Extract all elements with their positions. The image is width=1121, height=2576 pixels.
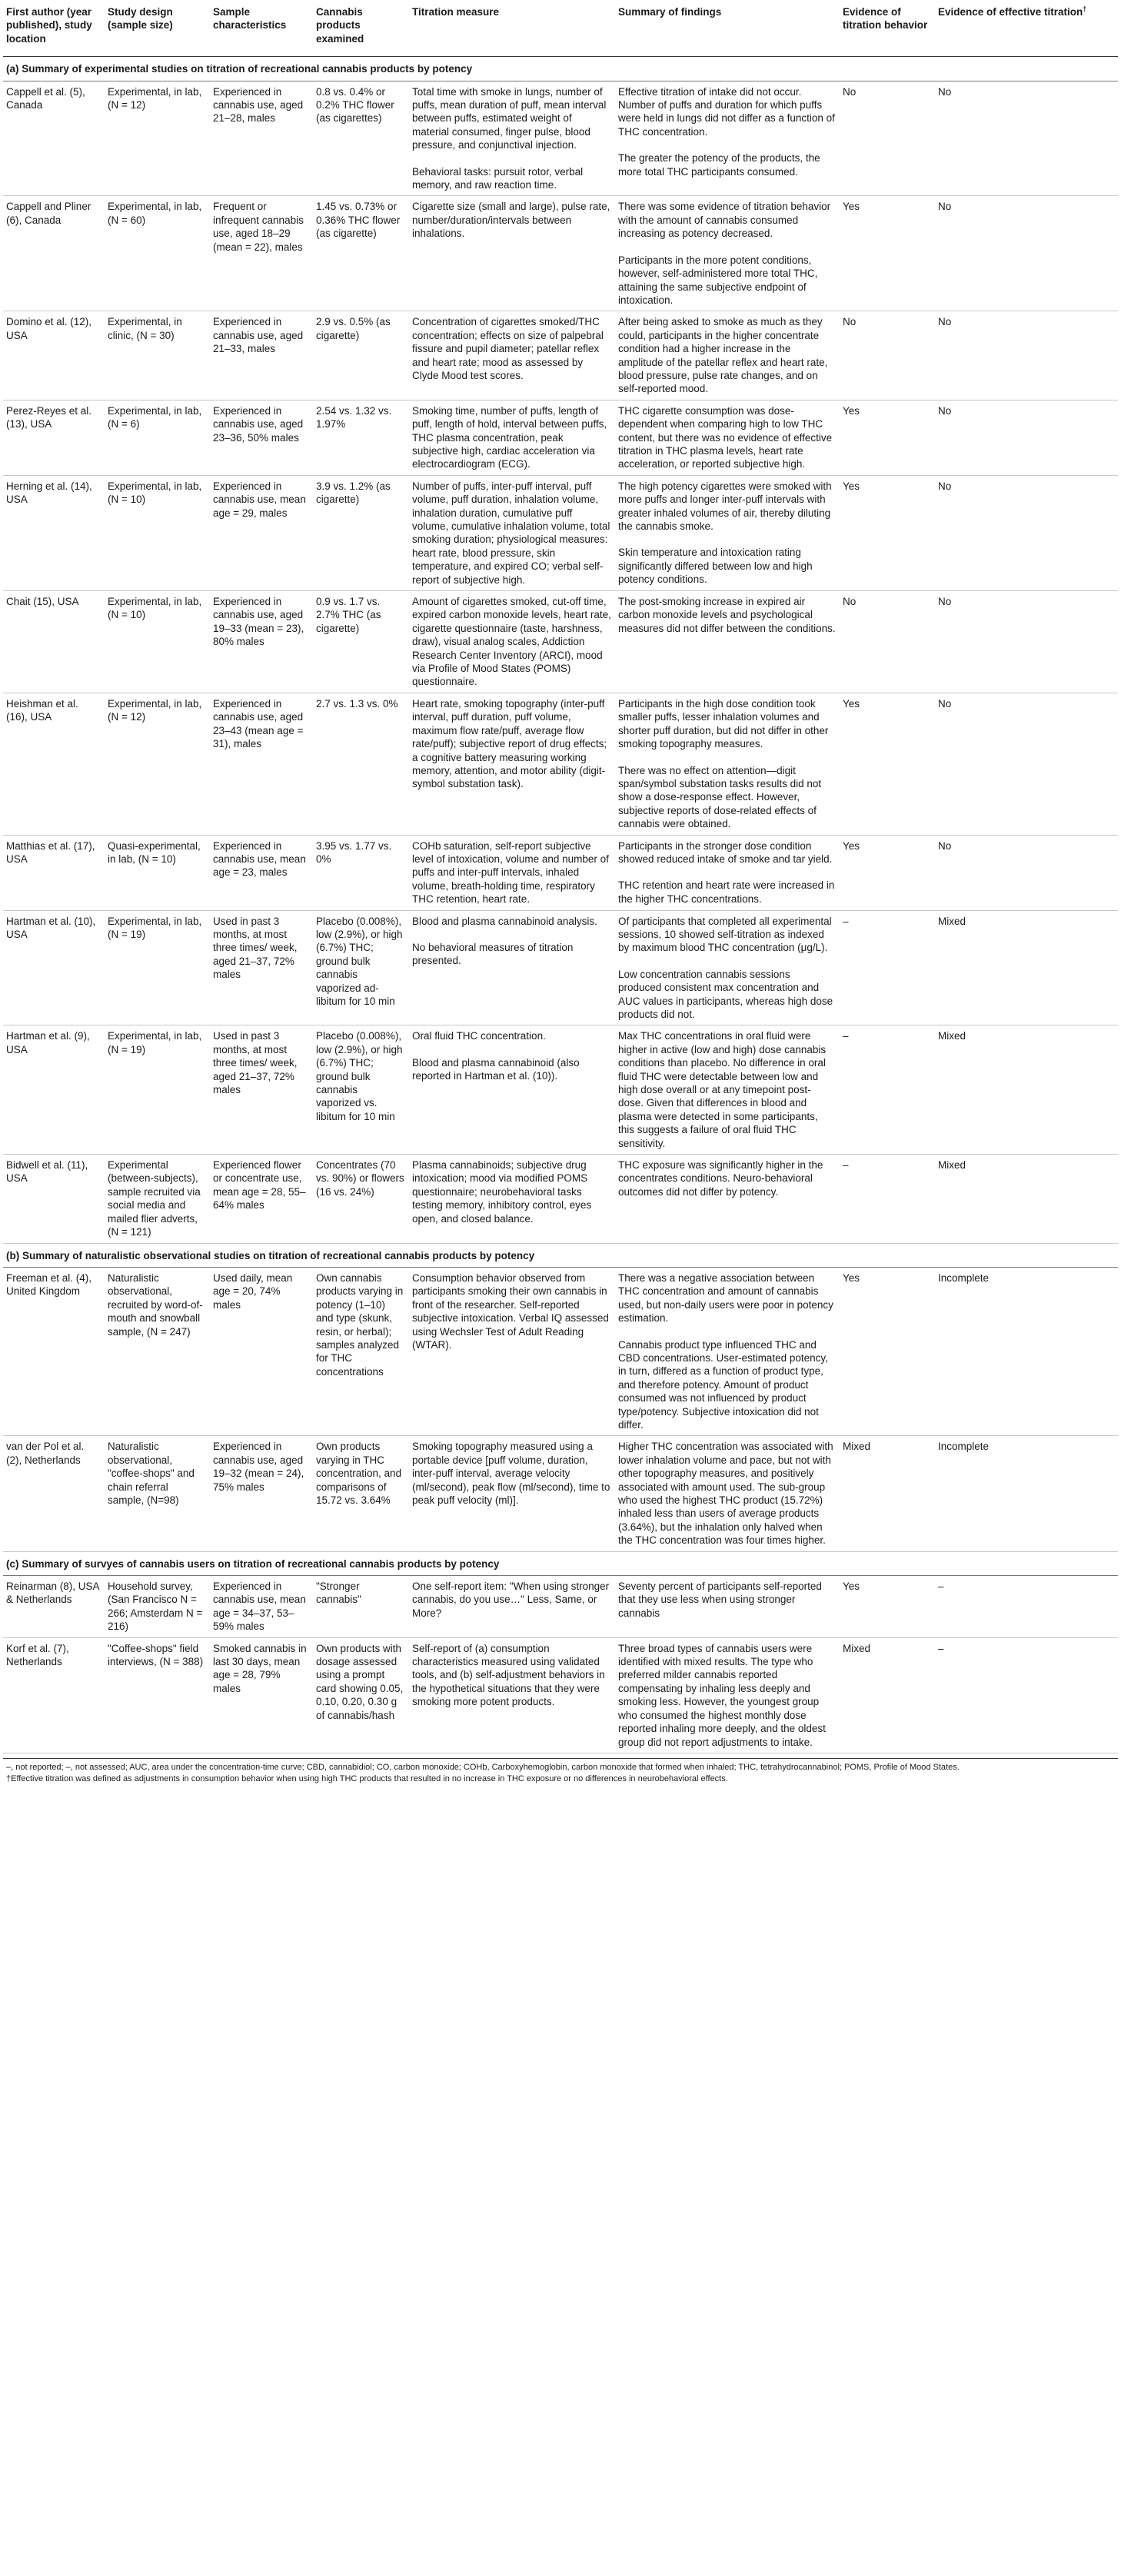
section-header [3,1551,1118,1575]
measure-paragraph: Concentration of cigarettes smoked/THC concentration; effects on size of palpebral fissure and pupil diameter; patellar reflex and heart rate; mood as assessed by Clyde Mood test scores. [412,316,604,381]
products-cell: Own cannabis products varying in potency (1–10) and type (skunk, resin, or herbal); samples analyzed for THC concentrations [313,1267,409,1435]
findings-paragraph: Max THC concentrations in oral fluid were higher in active (low and high) dose cannabis conditions than placebo. No difference in oral fluid THC were detectable between low and high dose overall or at any timepoint post-dose. Given that differences in blood and plasma were detected in some participants, this suggests a failure of oral fluid THC sensitivity. [618,1030,827,1149]
effective-cell: – [935,1637,1118,1753]
behavior-cell: No [840,81,935,196]
section-title: (c) Summary of survyes of cannabis users on titration of recreational cannabis products by potency [3,1551,1118,1575]
sample-cell: Experienced in cannabis use, aged 23–36, 50% males [210,400,313,475]
behavior-cell: Yes [840,1576,935,1638]
design-cell: "Coffee-shops" field interviews, (N = 388) [105,1637,210,1753]
effective-cell: Incomplete [935,1436,1118,1551]
effective-cell: No [935,81,1118,196]
header-findings: Summary of findings [615,0,840,57]
measure-cell [409,1637,615,1753]
measure-paragraph: One self-report item: "When using stronger cannabis, do you use…" Less, Same, or More? [412,1581,610,1619]
author-cell: Heishman et al. (16), USA [3,693,105,835]
products-cell: 2.7 vs. 1.3 vs. 0% [313,693,409,835]
effective-cell: No [935,591,1118,693]
findings-paragraph: Of participants that completed all experimental sessions, 10 showed self-titration as indexed by maximum blood THC concentration (μg/L). [618,915,832,954]
header-effective-label: Evidence of effective titration [938,6,1083,18]
design-cell: Quasi-experimental, in lab, (N = 10) [105,835,210,910]
findings-paragraph: After being asked to smoke as much as they could, participants in the higher concentrate condition had a higher increase in the amplitude of the patellar reflex and heart rate, blood pressure, pulse rate changes, and on self-reported mood. [618,316,828,395]
table-row [3,1436,1118,1551]
products-cell: 0.8 vs. 0.4% or 0.2% THC flower (as cigarettes) [313,81,409,196]
effective-cell: No [935,311,1118,400]
table-row [3,1637,1118,1753]
author-cell: Hartman et al. (9), USA [3,1025,105,1155]
measure-cell [409,591,615,693]
findings-paragraph: There was no effect on attention—digit span/symbol substation tasks results did not show a dose-response effect. However, subjective reports of dose-related effects of cannabis were obtained. [618,764,822,830]
behavior-cell: Mixed [840,1436,935,1551]
effective-cell: No [935,196,1118,311]
effective-cell: Mixed [935,910,1118,1025]
author-cell: Perez-Reyes et al. (13), USA [3,400,105,475]
findings-paragraph: THC exposure was significantly higher in the concentrates conditions. Neuro-behavioral outcomes did not differ by potency. [618,1159,823,1198]
sample-cell: Experienced in cannabis use, aged 19–32 (mean = 24), 75% males [210,1436,313,1551]
measure-cell [409,311,615,400]
measure-paragraph: Heart rate, smoking topography (inter-puff interval, puff duration, puff volume, maximum flow rate/puff, average flow rate/puff); subjective report of drug effects; a cognitive battery measuring working memory, attention, and motor ability (digit-symbol substation task). [412,697,607,790]
findings-cell [615,1025,840,1155]
findings-cell [615,591,840,693]
behavior-cell: Yes [840,835,935,910]
table-row [3,400,1118,475]
effective-cell: Incomplete [935,1267,1118,1435]
table-row [3,1025,1118,1155]
sample-cell: Smoked cannabis in last 30 days, mean age = 28, 79% males [210,1637,313,1753]
design-cell: Household survey, (San Francisco N = 266; Amsterdam N = 216) [105,1576,210,1638]
findings-cell [615,475,840,590]
effective-cell: No [935,475,1118,590]
measure-cell [409,400,615,475]
behavior-cell: Yes [840,400,935,475]
table-row [3,1267,1118,1435]
header-dagger-mark: † [1083,5,1087,13]
findings-paragraph: Seventy percent of participants self-reported that they use less when using stronger cannabis [618,1581,822,1619]
measure-cell [409,1576,615,1638]
behavior-cell: Yes [840,1267,935,1435]
behavior-cell: Yes [840,475,935,590]
sample-cell: Used in past 3 months, at most three times/ week, aged 21–37, 72% males [210,910,313,1025]
behavior-cell: – [840,1025,935,1155]
products-cell: 3.9 vs. 1.2% (as cigarette) [313,475,409,590]
design-cell: Experimental, in lab, (N = 19) [105,910,210,1025]
header-products: Cannabis products examined [313,0,409,57]
measure-paragraph: Oral fluid THC concentration. [412,1030,546,1042]
findings-cell [615,910,840,1025]
sample-cell: Experienced in cannabis use, aged 23–43 (mean age = 31), males [210,693,313,835]
design-cell: Naturalistic observational, "coffee-shops" and chain referral sample, (N=98) [105,1436,210,1551]
findings-cell [615,693,840,835]
sample-cell: Experienced flower or concentrate use, mean age = 28, 55–64% males [210,1155,313,1243]
findings-cell [615,1155,840,1243]
findings-paragraph: Participants in the more potent conditions, however, self-administered more total THC, attaining the same subjective endpoint of intoxication. [618,254,818,306]
section-header [3,57,1118,81]
behavior-cell: Yes [840,196,935,311]
findings-paragraph: Participants in the stronger dose condition showed reduced intake of smoke and tar yield. [618,839,833,865]
header-effective-titration [935,0,1118,57]
table-row [3,1155,1118,1243]
measure-cell [409,910,615,1025]
author-cell: Cappell and Pliner (6), Canada [3,196,105,311]
measure-paragraph: Behavioral tasks: pursuit rotor, verbal memory, and raw reaction time. [412,165,584,191]
behavior-cell: – [840,910,935,1025]
measure-cell [409,693,615,835]
products-cell: 3.95 vs. 1.77 vs. 0% [313,835,409,910]
findings-paragraph: The post-smoking increase in expired air carbon monoxide levels and psychological measures did not differ between the conditions. [618,596,836,634]
behavior-cell: Yes [840,693,935,835]
measure-cell [409,475,615,590]
measure-paragraph: Smoking topography measured using a portable device [puff volume, duration, inter-puff interval, average velocity (ml/second), peak flow (ml/second), time to peak puff velocity (ml)]. [412,1441,610,1506]
effective-cell: Mixed [935,1025,1118,1155]
effective-cell: No [935,693,1118,835]
products-cell: 2.9 vs. 0.5% (as cigarette) [313,311,409,400]
header-sample: Sample characteristics [210,0,313,57]
table-row [3,591,1118,693]
measure-cell [409,835,615,910]
author-cell: Korf et al. (7), Netherlands [3,1637,105,1753]
table-row [3,311,1118,400]
measure-cell [409,196,615,311]
findings-paragraph: Cannabis product type influenced THC and CBD concentrations. User-estimated potency, in turn, differed as a function of product type, and therefore potency. Amount of product consumed was not influenced by product type/potency. Subjective intoxication did not differ. [618,1338,828,1431]
findings-paragraph: Participants in the high dose condition took smaller puffs, lesser inhalation volumes and shorter puff duration, but did not differ in other smoking topography measures. [618,697,829,750]
effective-cell: – [935,1576,1118,1638]
sample-cell: Frequent or infrequent cannabis use, aged 18–29 (mean = 22), males [210,196,313,311]
sample-cell: Used in past 3 months, at most three times/ week, aged 21–37, 72% males [210,1025,313,1155]
measure-paragraph: Consumption behavior observed from participants smoking their own cannabis in front of the researcher. Self-reported subjective intoxication. Verbal IQ assessed using Wechsler Test of Adult Reading (WTAR). [412,1271,609,1351]
sample-cell: Experienced in cannabis use, aged 21–33, males [210,311,313,400]
sample-cell: Used daily, mean age = 20, 74% males [210,1267,313,1435]
findings-paragraph: There was a negative association between THC concentration and amount of cannabis used, but non-daily users were poor in potency estimation. [618,1271,833,1325]
measure-cell [409,1155,615,1243]
products-cell: 1.45 vs. 0.73% or 0.36% THC flower (as cigarette) [313,196,409,311]
author-cell: van der Pol et al. (2), Netherlands [3,1436,105,1551]
behavior-cell: Mixed [840,1637,935,1753]
author-cell: Hartman et al. (10), USA [3,910,105,1025]
measure-paragraph: Plasma cannabinoids; subjective drug intoxication; mood via modified POMS questionnaire; neurobehavioral tasks testing memory, inhibitory control, eyes open, and closed balance. [412,1159,592,1225]
footnote-effective-titration: †Effective titration was defined as adjustments in consumption behavior when using high THC products that resulted in no increase in THC exposure or no differences in neurobehavioral effects. [6,1773,728,1783]
measure-cell [409,1025,615,1155]
products-cell: "Stronger cannabis" [313,1576,409,1638]
findings-paragraph: Three broad types of cannabis users were identified with mixed results. The type who preferred milder cannabis reported compensating by inhaling less deeply and smoking less. However, the youngest group who consumed the highest monthly dose reported inhaling more deeply, and the oldest group did not report adjustments to intake. [618,1642,826,1748]
measure-cell [409,1436,615,1551]
author-cell: Reinarman (8), USA & Netherlands [3,1576,105,1638]
footnote-abbreviations: –, not reported; –, not assessed; AUC, area under the concentration-time curve; CBD, cannabidiol; CO, carbon monoxide; COHb, Carboxyhemoglobin, carbon monoxide that formed when inhaled; THC, tetrahydrocannabinol; POMS, Profile of Mood States. [6,1762,960,1772]
header-titration-behavior: Evidence of titration behavior [840,0,935,57]
products-cell: Concentrates (70 vs. 90%) or flowers (16 vs. 24%) [313,1155,409,1243]
header-measure: Titration measure [409,0,615,57]
section-header [3,1243,1118,1267]
sample-cell: Experienced in cannabis use, aged 21–28, males [210,81,313,196]
findings-cell [615,81,840,196]
findings-cell [615,400,840,475]
behavior-cell: No [840,311,935,400]
findings-paragraph: THC retention and heart rate were increased in the higher THC concentrations. [618,879,835,905]
design-cell: Experimental, in lab, (N = 6) [105,400,210,475]
sample-cell: Experienced in cannabis use, mean age = 34–37, 53–59% males [210,1576,313,1638]
measure-paragraph: Total time with smoke in lungs, number of puffs, mean duration of puff, mean interval between puffs, estimated weight of material consumed, finger pulse, blood pressure, and conjunctival injection. [412,85,607,151]
findings-cell [615,196,840,311]
sample-cell: Experienced in cannabis use, mean age = 29, males [210,475,313,590]
author-cell: Domino et al. (12), USA [3,311,105,400]
design-cell: Experimental, in lab, (N = 12) [105,81,210,196]
findings-cell [615,1576,840,1638]
products-cell: Own products with dosage assessed using a prompt card showing 0.05, 0.10, 0.20, 0.30 g of cannabis/hash [313,1637,409,1753]
author-cell: Herning et al. (14), USA [3,475,105,590]
table-row [3,835,1118,910]
findings-cell [615,311,840,400]
findings-paragraph: The high potency cigarettes were smoked with more puffs and longer inter-puff intervals with greater inhaled volumes of air, thereby diluting the cannabis smoke. [618,480,832,532]
measure-paragraph: COHb saturation, self-report subjective level of intoxication, volume and number of puffs and inter-puff intervals, inhaled volume, breath-holding time, respiratory THC retention, heart rate. [412,839,609,906]
findings-paragraph: There was some evidence of titration behavior with the amount of cannabis consumed increasing as potency decreased. [618,201,831,240]
table-row [3,1576,1118,1638]
section-title: (b) Summary of naturalistic observational studies on titration of recreational cannabis products by potency [3,1243,1118,1267]
products-cell: Placebo (0.008%), low (2.9%), or high (6.7%) THC; ground bulk cannabis vaporized vs. libitum for 10 min [313,1025,409,1155]
findings-paragraph: Low concentration cannabis sessions produced consistent max concentration and AUC values in participants, whereas high dose products did not. [618,968,833,1020]
products-cell: Placebo (0.008%), low (2.9%), or high (6.7%) THC; ground bulk cannabis vaporized ad-libitum for 10 min [313,910,409,1025]
design-cell: Experimental, in lab, (N = 10) [105,591,210,693]
sample-cell: Experienced in cannabis use, aged 19–33 (mean = 23), 80% males [210,591,313,693]
author-cell: Matthias et al. (17), USA [3,835,105,910]
measure-cell [409,81,615,196]
design-cell: Experimental, in lab, (N = 10) [105,475,210,590]
design-cell: Experimental, in lab, (N = 60) [105,196,210,311]
author-cell: Freeman et al. (4), United Kingdom [3,1267,105,1435]
sample-cell: Experienced in cannabis use, mean age = 23, males [210,835,313,910]
design-cell: Naturalistic observational, recruited by word-of-mouth and snowball sample, (N = 247) [105,1267,210,1435]
table-footnotes [3,1758,1118,1785]
header-design: Study design (sample size) [105,0,210,57]
effective-cell: Mixed [935,1155,1118,1243]
measure-paragraph: Cigarette size (small and large), pulse rate, number/duration/intervals between inhalations. [412,201,610,240]
measure-paragraph: Blood and plasma cannabinoid analysis. [412,915,597,927]
measure-paragraph: Self-report of (a) consumption characteristics measured using validated tools, and (b) self-adjustment behaviors in the hypothetical situations that they were smoking more potent products. [412,1642,605,1708]
section-title: (a) Summary of experimental studies on titration of recreational cannabis products by potency [3,57,1118,81]
findings-cell [615,1637,840,1753]
design-cell: Experimental, in clinic, (N = 30) [105,311,210,400]
behavior-cell: – [840,1155,935,1243]
findings-paragraph: Higher THC concentration was associated with lower inhalation volume and pace, but not with other topography measures, and positively associated with amount used. The sub-group who used the highest THC product (15.72%) inhaled less than users of average products (3.64%), but the inhalation only halved when the THC concentration was four times higher. [618,1441,833,1547]
table-row [3,196,1118,311]
measure-paragraph: Blood and plasma cannabinoid (also reported in Hartman et al. (10)). [412,1056,580,1082]
measure-paragraph: No behavioral measures of titration presented. [412,941,574,967]
table-row [3,693,1118,835]
author-cell: Cappell et al. (5), Canada [3,81,105,196]
design-cell: Experimental (between-subjects), sample recruited via social media and mailed flier adverts, (N = 121) [105,1155,210,1243]
measure-paragraph: Smoking time, number of puffs, length of puff, length of hold, interval between puffs, THC plasma concentration, peak subjective high, cardiac acceleration via electrocardiogram (ECG). [412,404,607,470]
design-cell: Experimental, in lab, (N = 12) [105,693,210,835]
behavior-cell: No [840,591,935,693]
effective-cell: No [935,835,1118,910]
titration-table [3,0,1118,1753]
header-row [3,0,1118,57]
findings-paragraph: Effective titration of intake did not occur. Number of puffs and duration for which puffs were held in lungs did not differ as a function of THC concentration. [618,85,835,138]
author-cell: Bidwell et al. (11), USA [3,1155,105,1243]
findings-paragraph: Skin temperature and intoxication rating significantly differed between low and high potency conditions. [618,547,813,586]
findings-cell [615,1436,840,1551]
measure-cell [409,1267,615,1435]
findings-cell [615,1267,840,1435]
header-author: First author (year published), study location [3,0,105,57]
effective-cell: No [935,400,1118,475]
author-cell: Chait (15), USA [3,591,105,693]
products-cell: 0.9 vs. 1.7 vs. 2.7% THC (as cigarette) [313,591,409,693]
design-cell: Experimental, in lab, (N = 19) [105,1025,210,1155]
table-row [3,910,1118,1025]
table-row [3,81,1118,196]
table-body [3,57,1118,1753]
findings-paragraph: The greater the potency of the products, the more total THC participants consumed. [618,152,820,178]
products-cell: 2.54 vs. 1.32 vs. 1.97% [313,400,409,475]
findings-cell [615,835,840,910]
measure-paragraph: Number of puffs, inter-puff interval, puff volume, puff duration, inhalation volume, inhalation duration, cumulative puff volume, cumulative inhalation volume, total smoking duration; physiological measures: heart rate, blood pressure, skin temperature, and expired CO; verbal self-report of subjective high. [412,480,610,586]
findings-paragraph: THC cigarette consumption was dose-dependent when comparing high to low THC content, but there was no evidence of effective titration in THC plasma levels, heart rate acceleration, or reported subjective high. [618,404,833,470]
table-row [3,475,1118,590]
products-cell: Own products varying in THC concentration, and comparisons of 15.72 vs. 3.64% [313,1436,409,1551]
measure-paragraph: Amount of cigarettes smoked, cut-off time, expired carbon monoxide levels, heart rate, cigarette questionnaire (taste, harshness, draw), visual analog scales, Addiction Research Center Inventory (ARCI), mood via Profile of Mood States (POMS) questionnaire. [412,596,611,688]
